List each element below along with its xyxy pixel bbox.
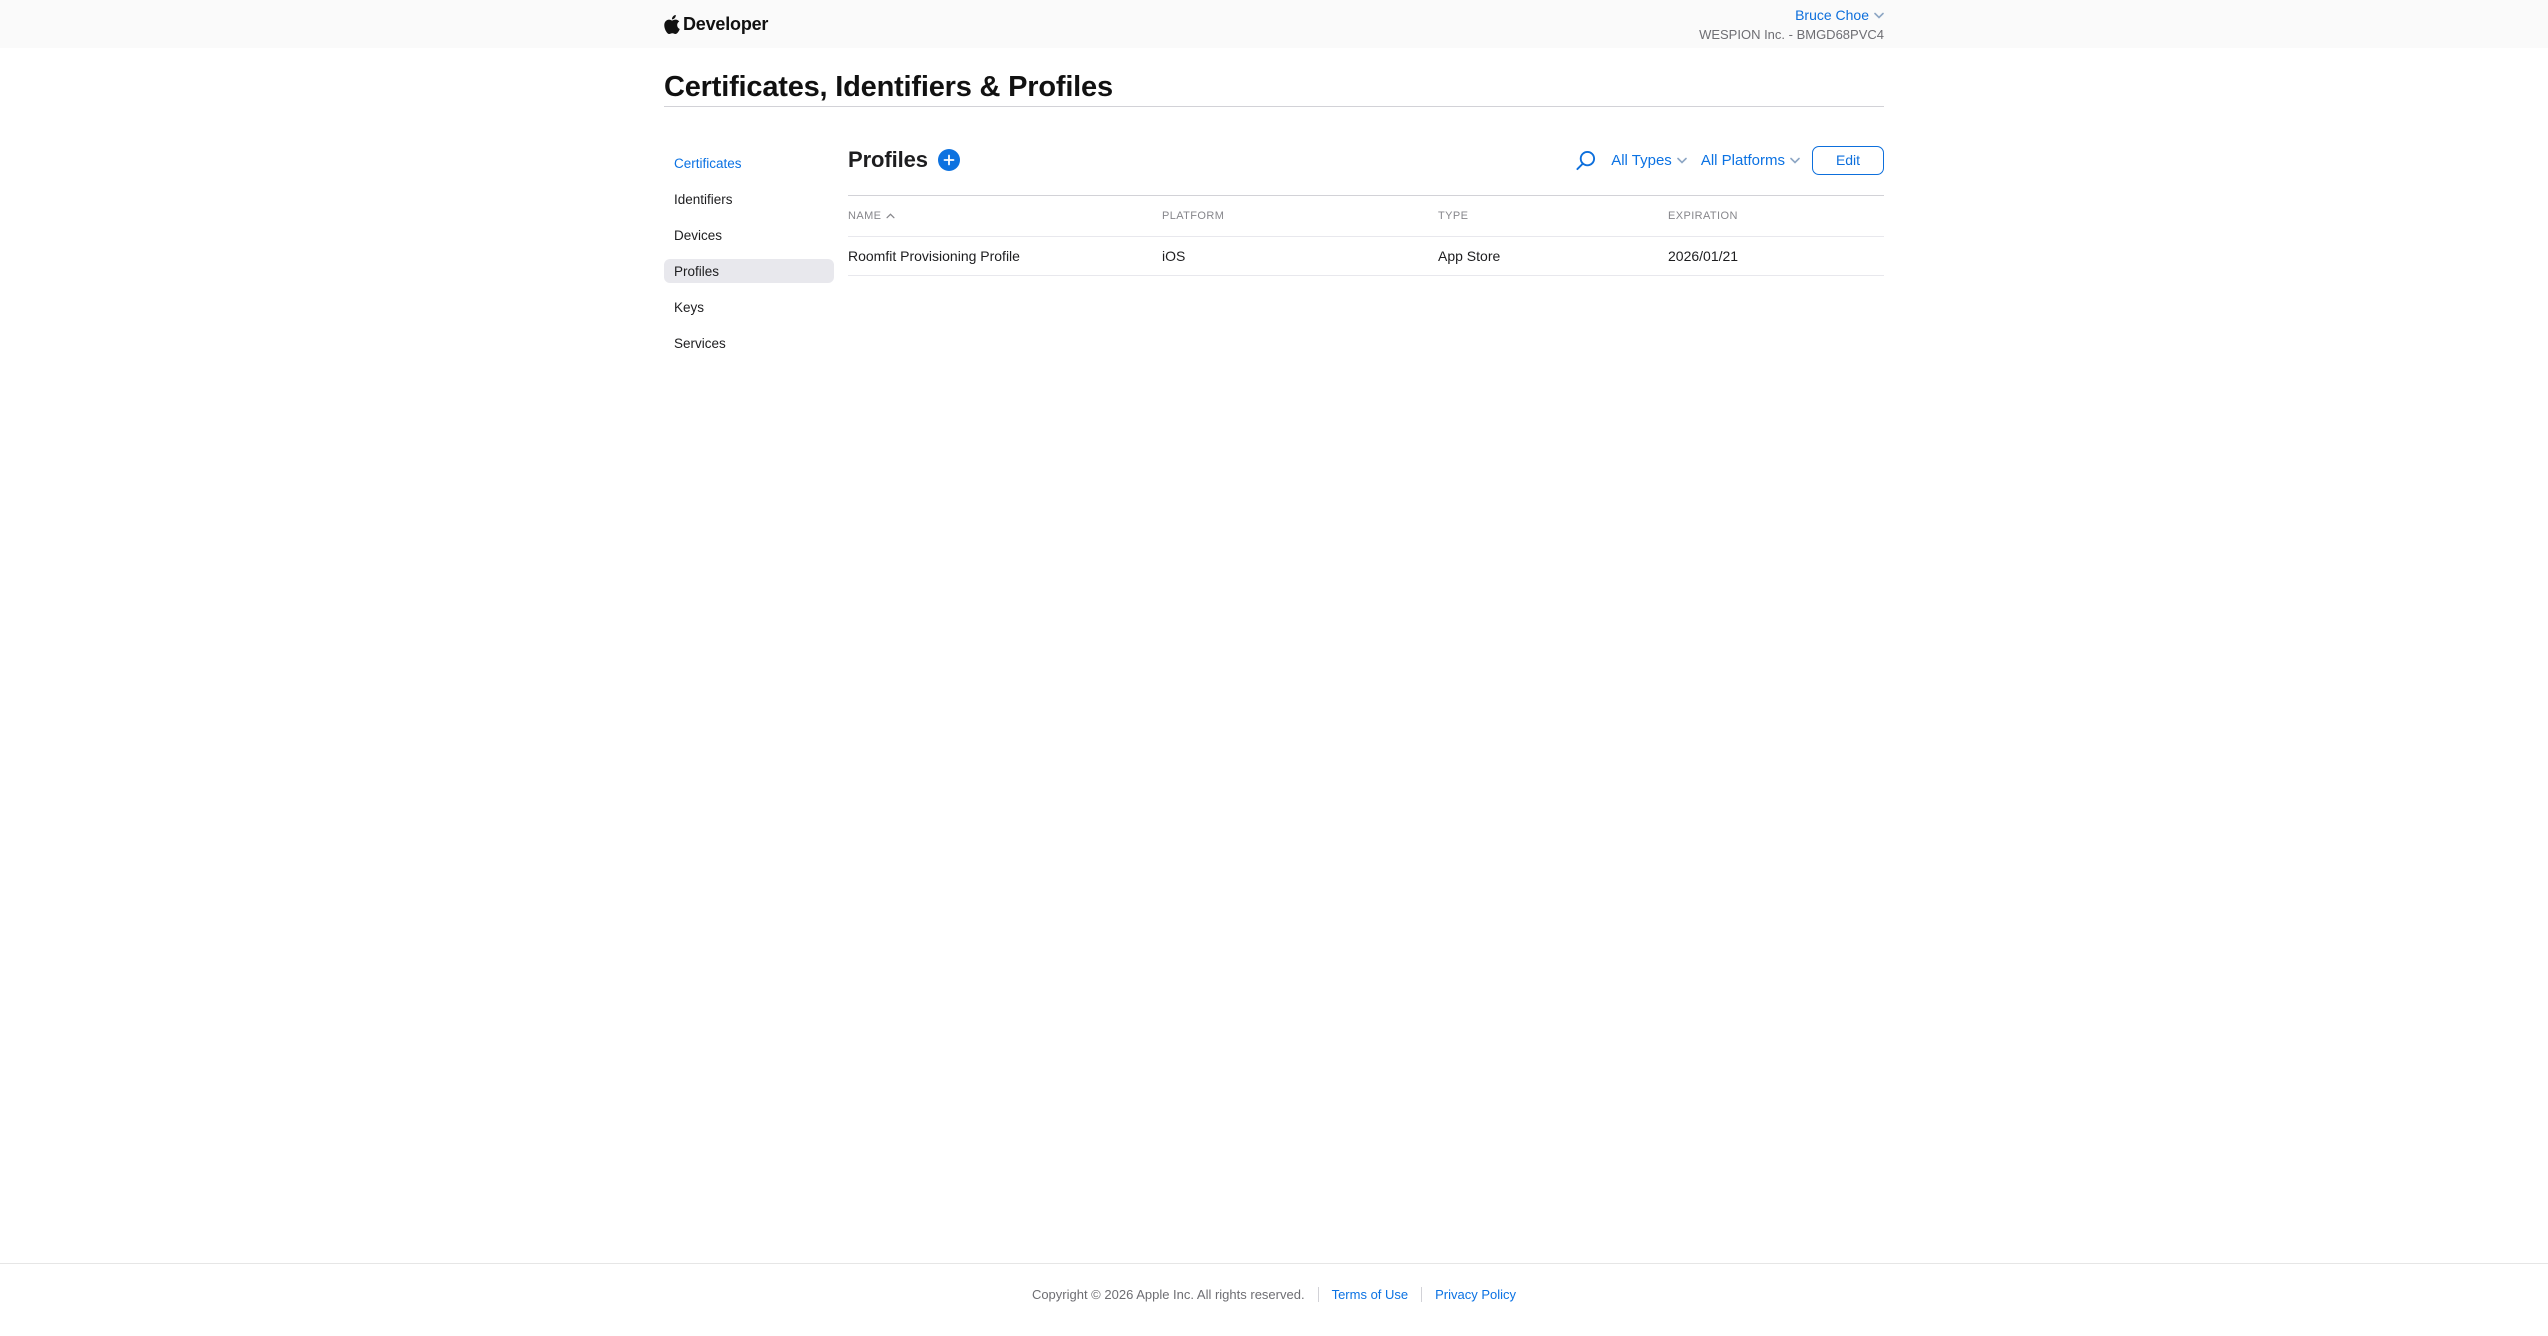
top-bar (0, 0, 2548, 48)
profile-platform-cell: iOS (1162, 248, 1186, 264)
privacy-policy-link[interactable]: Privacy Policy (1435, 1287, 1517, 1302)
filter-label: All Platforms (1700, 151, 1785, 169)
profile-expiration-cell: 2026/01/21 (1668, 248, 1739, 264)
terms-of-use-link[interactable]: Terms of Use (1331, 1287, 1409, 1302)
sidebar-item-devices[interactable] (664, 223, 834, 247)
profile-name-cell: Roomfit Provisioning Profile (848, 248, 1020, 264)
footer-divider (1318, 1287, 1319, 1302)
chevron-down-icon (1790, 157, 1800, 164)
table-header-row (848, 196, 1884, 237)
brand-label: Developer (683, 13, 769, 34)
footer (0, 1263, 2548, 1336)
sidebar (664, 151, 834, 367)
sidebar-item-label: Devices (674, 227, 723, 243)
column-label: NAME (848, 210, 882, 222)
chevron-down-icon (1874, 12, 1884, 19)
filter-all-types[interactable] (1611, 152, 1687, 169)
profile-type-cell: App Store (1438, 248, 1501, 264)
chevron-down-icon (1677, 157, 1687, 164)
sidebar-item-profiles[interactable] (664, 259, 834, 283)
sidebar-item-label: Keys (674, 299, 705, 315)
column-label: PLATFORM (1162, 210, 1225, 222)
column-header-name[interactable] (848, 210, 1162, 222)
column-header-type[interactable] (1438, 210, 1668, 222)
table-row[interactable] (848, 237, 1884, 276)
copyright-text: Copyright © 2026 Apple Inc. All rights reserved. (1031, 1287, 1305, 1302)
team-id-label: WESPION Inc. - BMGD68PVC4 (1699, 27, 1884, 43)
sidebar-item-certificates[interactable] (664, 151, 834, 175)
column-label: EXPIRATION (1668, 210, 1738, 222)
footer-divider (1421, 1287, 1422, 1302)
plus-icon (943, 154, 955, 166)
sidebar-item-identifiers[interactable] (664, 187, 834, 211)
apple-logo-icon (664, 15, 680, 34)
filter-label: All Types (1611, 151, 1672, 169)
add-profile-button[interactable] (938, 149, 960, 171)
chevron-up-icon (886, 213, 895, 219)
account-area (1699, 5, 1884, 43)
account-menu[interactable] (1795, 7, 1884, 24)
search-button[interactable] (1575, 150, 1596, 171)
account-name-label: Bruce Choe (1795, 7, 1869, 24)
sidebar-item-label: Services (674, 335, 726, 351)
column-label: TYPE (1438, 210, 1469, 222)
sidebar-item-keys[interactable] (664, 295, 834, 319)
edit-button[interactable]: Edit (1812, 146, 1884, 175)
column-header-platform[interactable] (1162, 210, 1438, 222)
sidebar-item-label: Profiles (674, 263, 720, 279)
main-panel (848, 107, 1884, 367)
sidebar-item-label: Identifiers (674, 191, 733, 207)
page-title: Certificates, Identifiers & Profiles (664, 48, 1884, 107)
sidebar-item-services[interactable] (664, 331, 834, 355)
filter-all-platforms[interactable] (1701, 152, 1800, 169)
apple-developer-logo[interactable] (664, 14, 768, 35)
column-header-expiration[interactable] (1668, 210, 1884, 222)
search-icon (1575, 150, 1596, 171)
section-heading: Profiles (848, 147, 928, 172)
sidebar-item-label: Certificates (674, 155, 742, 171)
